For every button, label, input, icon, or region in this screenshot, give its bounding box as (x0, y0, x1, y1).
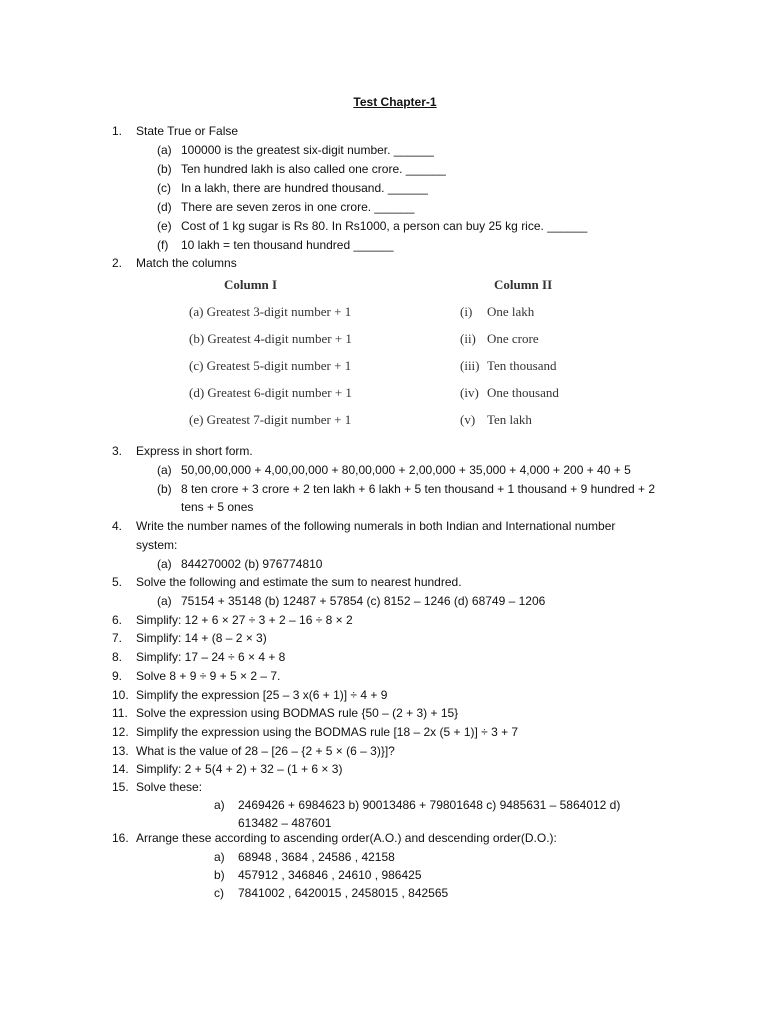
item-text: 8 ten crore + 3 crore + 2 ten lakh + 6 lakh + 5 ten thousand + 1 thousand + 9 hundred + 2 (181, 482, 656, 496)
question-text: Solve the expression using BODMAS rule {50 – (2 + 3) + 15} (136, 706, 459, 720)
question-13 (112, 743, 395, 759)
list-item (214, 867, 422, 883)
question-7 (112, 630, 267, 646)
item-text: Cost of 1 kg sugar is Rs 80. In Rs1000, a person can buy 25 kg rice. ______ (181, 219, 588, 233)
question-number: 11. (112, 706, 128, 720)
column-1-item: (e) Greatest 7-digit number + 1 (189, 412, 352, 427)
question-text: Arrange these according to ascending order(A.O.) and descending order(D.O.): (136, 831, 557, 845)
list-item (157, 161, 446, 177)
item-text: One lakh (487, 304, 535, 319)
page-title: Test Chapter-1 (353, 95, 437, 109)
question-text: Simplify: 12 + 6 × 27 ÷ 3 + 2 – 16 ÷ 8 × 2 (136, 613, 353, 627)
item-text: One crore (487, 331, 539, 346)
item-text: Ten thousand (487, 358, 557, 373)
question-15 (112, 779, 203, 795)
question-text: Express in short form. (136, 444, 253, 458)
question-3 (112, 443, 253, 459)
item-text: Ten hundred lakh is also called one crore. ______ (181, 162, 446, 176)
item-text: 68948 , 3684 , 24586 , 42158 (238, 850, 395, 864)
column-2-header: Column II (494, 277, 553, 292)
question-text: Solve the following and estimate the sum to nearest hundred. (136, 575, 462, 589)
item-label: (c) (157, 181, 171, 195)
item-label: a) (214, 798, 225, 812)
column-2-item (460, 330, 539, 348)
column-1-header: Column I (224, 277, 278, 292)
question-text: Simplify: 14 + (8 – 2 × 3) (136, 631, 267, 645)
item-text: 7841002 , 6420015 , 2458015 , 842565 (238, 886, 449, 900)
list-item (157, 218, 588, 234)
column-1-item: (d) Greatest 6-digit number + 1 (189, 385, 352, 400)
question-text: Solve these: (136, 780, 203, 794)
item-label: (b) (157, 162, 172, 176)
question-number: 7. (112, 631, 123, 645)
item-label: c) (214, 886, 224, 900)
column-1-item: (c) Greatest 5-digit number + 1 (189, 358, 352, 373)
item-text: 50,00,00,000 + 4,00,00,000 + 80,00,000 + 2,00,000 + 35,000 + 4,000 + 200 + 40 + 5 (181, 463, 631, 477)
list-item (214, 849, 395, 865)
item-label: (i) (460, 304, 473, 319)
question-number: 6. (112, 613, 123, 627)
column-2-item (460, 357, 557, 375)
question-2 (112, 255, 237, 271)
item-label: a) (214, 850, 225, 864)
item-label: (v) (460, 412, 476, 427)
column-1-item: (b) Greatest 4-digit number + 1 (189, 331, 352, 346)
list-item (157, 556, 323, 572)
question-number: 1. (112, 124, 123, 138)
item-label: (a) (157, 557, 172, 571)
question-6 (112, 612, 353, 628)
item-label: (ii) (460, 331, 476, 346)
list-item (157, 180, 428, 196)
question-number: 13. (112, 744, 129, 758)
item-text-continuation: tens + 5 ones (181, 500, 254, 514)
question-text: Simplify the expression using the BODMAS rule [18 – 2x (5 + 1)] ÷ 3 + 7 (136, 725, 519, 739)
list-item (157, 237, 394, 253)
question-4 (112, 518, 616, 534)
question-number: 14. (112, 762, 129, 776)
item-label: b) (214, 868, 225, 882)
list-item (157, 142, 434, 158)
item-text: There are seven zeros in one crore. ______ (181, 200, 415, 214)
question-1 (112, 123, 239, 139)
question-number: 8. (112, 650, 123, 664)
column-2-item (460, 411, 532, 429)
question-number: 12. (112, 725, 129, 739)
item-text: 2469426 + 6984623 b) 90013486 + 79801648 c) 9485631 – 5864012 d) (238, 798, 621, 812)
item-text: One thousand (487, 385, 559, 400)
list-item (157, 199, 415, 215)
column-1-item: (a) Greatest 3-digit number + 1 (189, 304, 352, 319)
item-label: (e) (157, 219, 172, 233)
item-text: 457912 , 346846 , 24610 , 986425 (238, 868, 422, 882)
question-14 (112, 761, 343, 777)
question-5 (112, 574, 462, 590)
item-label: (a) (157, 594, 172, 608)
question-text: Match the columns (136, 256, 237, 270)
question-text: Simplify: 17 – 24 ÷ 6 × 4 + 8 (136, 650, 286, 664)
question-text-continuation: system: (136, 538, 178, 552)
list-item (157, 481, 656, 497)
item-text: In a lakh, there are hundred thousand. ______ (181, 181, 428, 195)
question-text: State True or False (136, 124, 239, 138)
question-text: Simplify the expression [25 – 3 x(6 + 1)] ÷ 4 + 9 (136, 688, 388, 702)
question-11 (112, 705, 459, 721)
question-number: 9. (112, 669, 123, 683)
item-label: (iv) (460, 385, 479, 400)
item-text: 10 lakh = ten thousand hundred ______ (181, 238, 394, 252)
question-8 (112, 649, 286, 665)
question-text: Write the number names of the following numerals in both Indian and International number (136, 519, 616, 533)
question-text: Solve 8 + 9 ÷ 9 + 5 × 2 – 7. (136, 669, 281, 683)
column-2-item (460, 303, 535, 321)
item-label: (a) (157, 143, 172, 157)
question-16 (112, 830, 557, 846)
question-9 (112, 668, 281, 684)
item-text-continuation: 613482 – 487601 (238, 816, 332, 830)
item-label: (iii) (460, 358, 480, 373)
item-label: (a) (157, 463, 172, 477)
list-item (157, 593, 546, 609)
question-text: What is the value of 28 – [26 – {2 + 5 × (6 – 3)}]? (136, 744, 395, 758)
question-text: Simplify: 2 + 5(4 + 2) + 32 – (1 + 6 × 3) (136, 762, 343, 776)
question-number: 3. (112, 444, 123, 458)
list-item (214, 885, 449, 901)
item-label: (f) (157, 238, 169, 252)
question-number: 16. (112, 831, 129, 845)
question-12 (112, 724, 519, 740)
question-number: 5. (112, 575, 123, 589)
list-item (157, 462, 631, 478)
question-10 (112, 687, 388, 703)
item-text: Ten lakh (487, 412, 532, 427)
item-text: 75154 + 35148 (b) 12487 + 57854 (c) 8152 – 1246 (d) 68749 – 1206 (181, 594, 546, 608)
item-text: 100000 is the greatest six-digit number. ______ (181, 143, 434, 157)
question-number: 2. (112, 256, 123, 270)
list-item (214, 797, 621, 813)
question-number: 15. (112, 780, 129, 794)
item-label: (b) (157, 482, 172, 496)
question-number: 4. (112, 519, 123, 533)
item-text: 844270002 (b) 976774810 (181, 557, 323, 571)
question-number: 10. (112, 688, 129, 702)
column-2-item (460, 384, 559, 402)
item-label: (d) (157, 200, 172, 214)
